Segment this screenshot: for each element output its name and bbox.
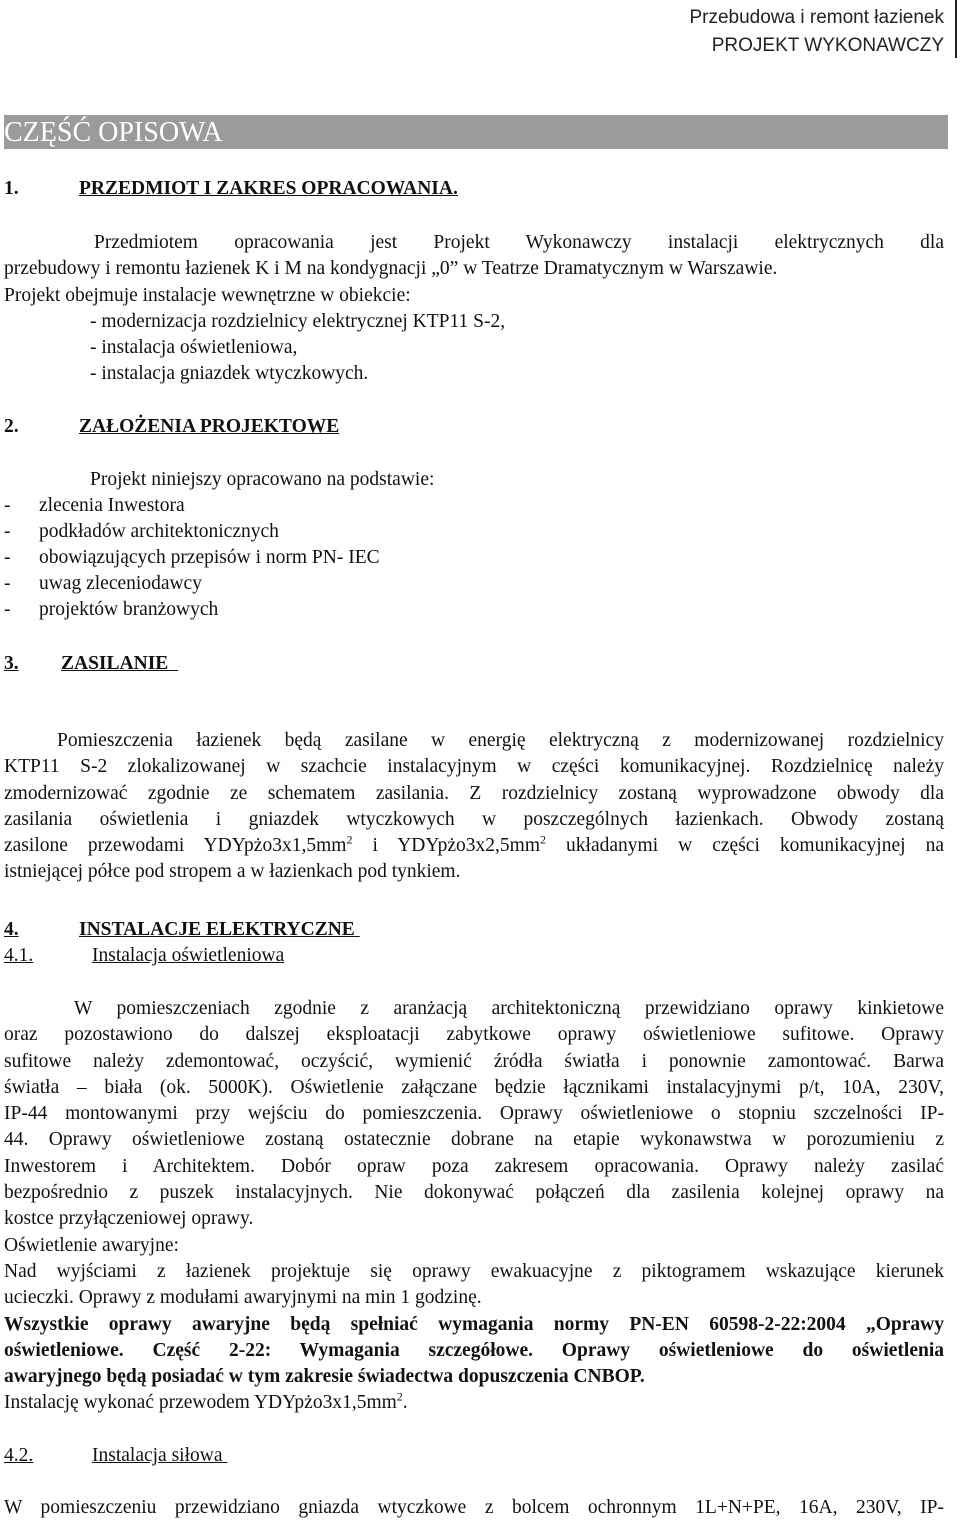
- list-item: - instalacja gniazdek wtyczkowych.: [90, 363, 369, 384]
- list-item: - uwag zleceniodawcy: [4, 573, 202, 594]
- lighting-line: W pomieszczeniach zgodnie z aranżacją architektoniczną przewidziano oprawy kinkietowe: [74, 998, 944, 1019]
- header-project-type: PROJEKT WYKONAWCZY: [711, 35, 944, 56]
- header-rule: [955, 0, 957, 58]
- section-1-scope-intro: Projekt obejmuje instalacje wewnętrzne w obiekcie:: [4, 285, 411, 306]
- section-2-heading: [4, 414, 339, 440]
- emergency-lighting-label: Oświetlenie awaryjne:: [4, 1234, 179, 1256]
- section-1-line: przebudowy i remontu łazienek K i M na kondygnacji „0” w Teatrze Dramatycznym w Warszawie.: [4, 258, 778, 280]
- lighting-line: IP-44 montowanymi przy wejściu do pomieszczenia. Oprawy oświetleniowe o stopniu szczelności IP-: [4, 1103, 944, 1125]
- power-installation-line: W pomieszczeniu przewidziano gniazda wtyczkowe z bolcem ochronnym 1L+N+PE, 16A, 230V, IP-: [4, 1497, 944, 1518]
- wiring-instruction-line: Instalację wykonać przewodem $YDYpżo3x1,5mm^2$.: [4, 1389, 408, 1414]
- power-installation-paragraph: [4, 1495, 944, 1521]
- section-1-paragraph: [4, 230, 944, 283]
- subsection-4-2-number: 4.2.: [4, 1445, 34, 1466]
- list-item: - obowiązujących przepisów i norm PN- IEC: [4, 547, 380, 568]
- subsection-4-2-title: Instalacja siłowa: [92, 1445, 223, 1466]
- subsection-4-2-heading: [4, 1443, 227, 1469]
- lighting-line: bezpośrednio z puszek instalacyjnych. Nie dokonywać połączeń dla zasilenia kolejnej oprawy na: [4, 1182, 944, 1204]
- section-4-title: INSTALACJE ELEKTRYCZNE: [79, 919, 355, 940]
- lighting-line: światła – biała (ok. 5000K). Oświetlenie załączane będzie łącznikami instalacyjnymi p/t, 10A, 230V,: [4, 1076, 944, 1098]
- lighting-line: Inwestorem i Architektem. Dobór opraw poza zakresem opracowania. Oprawy należy zasilać: [4, 1155, 944, 1177]
- lighting-line: oraz pozostawiono do dalszej eksploatacji zabytkowe oprawy oświetleniowe sufitowe. Oprawy: [4, 1024, 944, 1046]
- banner-title: CZĘŚĆ OPISOWA: [4, 117, 223, 148]
- list-item: - projektów branżowych: [4, 599, 219, 620]
- lighting-line: sufitowe należy zdemontować, oczyścić, wymienić źródła światła i ponownie zamontować. Barwa: [4, 1050, 944, 1072]
- section-3-title: ZASILANIE: [61, 653, 169, 674]
- section-3-line: istniejącej półce pod stropem a w łazienkach pod tynkiem.: [4, 861, 461, 883]
- section-1-title: PRZEDMIOT I ZAKRES OPRACOWANIA.: [79, 178, 458, 199]
- subsection-4-1-title: Instalacja oświetleniowa: [92, 945, 285, 966]
- subsection-4-1-number: 4.1.: [4, 945, 34, 966]
- list-item: - podkładów architektonicznych: [4, 521, 279, 542]
- emergency-line: Nad wyjściami z łazienek projektuje się oprawy ewakuacyjne z piktogramem wskazujące kierunek: [4, 1260, 944, 1282]
- list-item: - zlecenia Inwestora: [4, 495, 185, 516]
- section-2-number: 2.: [4, 416, 19, 437]
- section-3-heading: [4, 651, 178, 677]
- section-3-line: zmodernizować zgodnie ze schematem zasilania. Z rozdzielnicy zostaną wyprowadzone obwody dla: [4, 782, 944, 804]
- section-4-heading: [4, 917, 360, 943]
- section-3-paragraph: [4, 728, 944, 886]
- section-3-line: Pomieszczenia łazienek będą zasilane w energię elektryczną z modernizowanej rozdzielnicy: [57, 730, 944, 751]
- section-1-number: 1.: [4, 178, 19, 199]
- section-4-number: 4.: [4, 919, 19, 940]
- section-3-line: zasilania oświetlenia i gniazdek wtyczkowych w poszczególnych łazienkach. Obwody zostaną: [4, 808, 944, 830]
- lighting-paragraph: [4, 996, 944, 1417]
- section-3-number: 3.: [4, 653, 19, 674]
- section-1-heading: [4, 176, 458, 202]
- section-1-line: Przedmiotem opracowania jest Projekt Wykonawczy instalacji elektrycznych dla: [94, 232, 944, 253]
- list-item: - instalacja oświetleniowa,: [90, 337, 298, 358]
- standard-requirement-line: awaryjnego będą posiadać w tym zakresie świadectwa dopuszczenia CNBOP.: [4, 1366, 645, 1388]
- lighting-line: kostce przyłączeniowej oprawy.: [4, 1208, 254, 1230]
- section-3-line: zasilone przewodami $YDYpżo3x1,5mm^2$ i $YDYpżo3x2,5mm^2$ układanymi w części komunikacyjnej na: [4, 832, 944, 857]
- list-item: - modernizacja rozdzielnicy elektrycznej KTP11 S-2,: [90, 311, 506, 332]
- lighting-line: 44. Oprawy oświetleniowe zostaną ostatecznie dobrane na etapie wykonawstwa w porozumieniu z: [4, 1129, 944, 1151]
- standard-requirement-line: oświetleniowe. Część 2-22: Wymagania szczegółowe. Oprawy oświetleniowe do oświetlenia: [4, 1339, 944, 1361]
- section-3-line: KTP11 S-2 zlokalizowanej w szachcie instalacyjnym w części komunikacyjnej. Rozdzielnicę należy: [4, 756, 944, 778]
- section-banner: [4, 115, 948, 149]
- section-2-title: ZAŁOŻENIA PROJEKTOWE: [79, 416, 340, 437]
- standard-requirement-line: Wszystkie oprawy awaryjne będą spełniać wymagania normy PN-EN 60598-2-22:2004 „Oprawy: [4, 1313, 944, 1335]
- subsection-4-1-heading: [4, 943, 284, 969]
- section-2-intro: Projekt niniejszy opracowano na podstawie:: [90, 469, 435, 490]
- emergency-line: ucieczki. Oprawy z modułami awaryjnymi na min 1 godzinę.: [4, 1287, 482, 1309]
- header-project-title: Przebudowa i remont łazienek: [689, 7, 944, 28]
- page-header: [689, 4, 944, 60]
